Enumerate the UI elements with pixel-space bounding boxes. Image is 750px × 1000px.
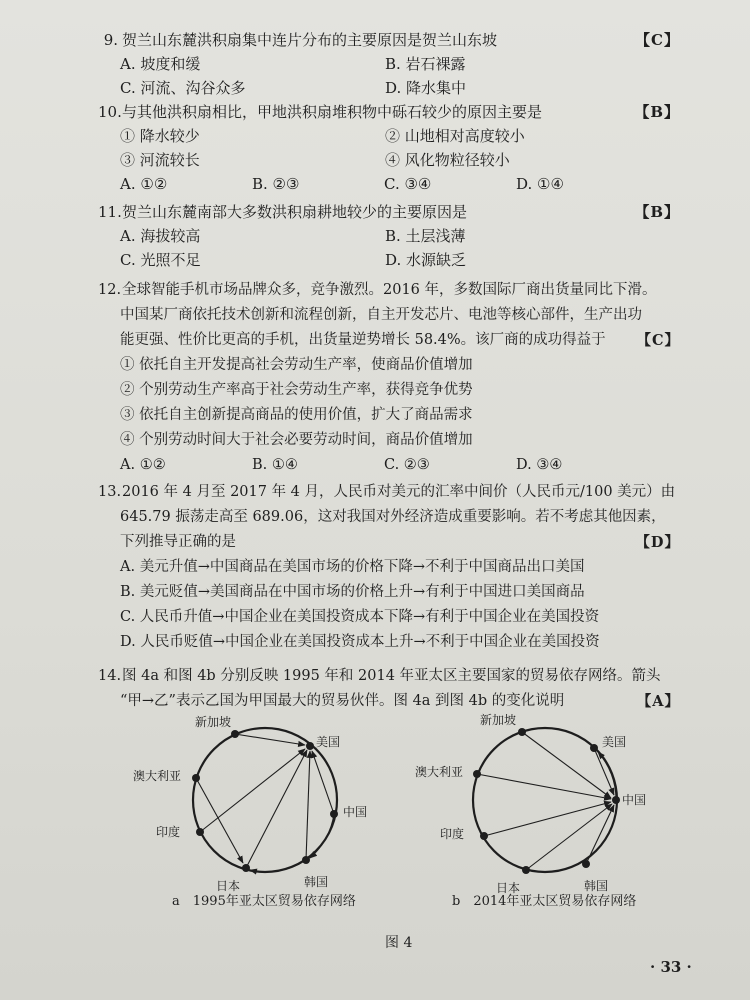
label-india: 印度 xyxy=(156,825,181,839)
network-diagram-2014 xyxy=(415,712,646,895)
option-b: B. 岩石裸露 xyxy=(385,55,466,73)
stem-line-3: 下列推导正确的是 xyxy=(120,534,236,550)
option-a: A. 海拔较高 xyxy=(120,227,201,245)
option-c: C. ③④ xyxy=(384,175,432,193)
answer-mark: 【A】 xyxy=(636,693,680,710)
question-9 xyxy=(103,28,680,100)
figure-title: 图 4 xyxy=(385,935,413,951)
label-india: 印度 xyxy=(440,827,465,841)
question-stem xyxy=(98,480,680,555)
options-row xyxy=(120,224,680,248)
label-singapore: 新加坡 xyxy=(480,713,517,727)
question-number: 10. xyxy=(98,103,122,121)
label-japan: 日本 xyxy=(496,881,521,895)
label-china: 中国 xyxy=(622,793,647,807)
stem-line-1: 全球智能手机市场品牌众多，竞争激烈。2016 年，多数国际厂商出货量同比下滑。 xyxy=(122,282,657,298)
question-13 xyxy=(98,480,680,655)
statement-4: ④ 风化物粒径较小 xyxy=(385,151,510,169)
option-a: A. 美元升值→中国商品在美国市场的价格下降→不利于中国商品出口美国 xyxy=(120,559,585,575)
label-china: 中国 xyxy=(343,805,368,819)
stem-line-1: 图 4a 和图 4b 分别反映 1995 年和 2014 年亚太区主要国家的贸易依存网络。箭头 xyxy=(122,668,661,684)
trade-network-figure xyxy=(133,713,680,960)
statement-1: ① 依托自主开发提高社会劳动生产率，使商品价值增加 xyxy=(120,357,473,373)
question-12 xyxy=(98,278,680,478)
option-d: D. ①④ xyxy=(516,175,564,193)
arrow-china-usa xyxy=(312,751,334,814)
arrow-korea-usa xyxy=(306,751,310,860)
option-d: D. 人民币贬值→中国企业在美国投资成本上升→不利于中国企业在美国投资 xyxy=(120,634,600,650)
option-c: C. 人民币升值→中国企业在美国投资成本下降→有利于中国企业在美国投资 xyxy=(120,609,600,625)
arrow-singapore-usa xyxy=(235,734,305,745)
option-b: B. ②③ xyxy=(252,175,300,193)
caption-a: a 1995年亚太区贸易依存网络 xyxy=(172,894,356,909)
answer-mark: 【C】 xyxy=(636,332,680,349)
question-number: 14. xyxy=(98,668,122,684)
statement-3: ③ 河流较长 xyxy=(120,151,200,169)
question-stem xyxy=(98,100,680,124)
caption-b: b 2014年亚太区贸易依存网络 xyxy=(452,894,637,909)
label-australia: 澳大利亚 xyxy=(133,769,182,783)
stem-line-3: 能更强、性价比更高的手机，出货量逆势增长 58.4%。该厂商的成功得益于 xyxy=(120,332,606,348)
option-a: A. ①② xyxy=(120,457,166,473)
stem-text: 贺兰山东麓洪积扇集中连片分布的主要原因是贺兰山东坡 xyxy=(122,31,498,49)
arrow-japan-usa xyxy=(246,750,307,868)
options-row xyxy=(120,248,680,272)
label-korea: 韩国 xyxy=(304,875,329,889)
network-ring xyxy=(193,728,337,872)
question-stem xyxy=(103,28,680,52)
node-usa xyxy=(306,742,314,750)
network-diagram-1995 xyxy=(133,714,367,893)
label-korea: 韩国 xyxy=(584,879,609,893)
arrow-singapore-china xyxy=(522,732,611,798)
answer-mark: 【B】 xyxy=(634,203,680,221)
statement-2: ② 山地相对高度较小 xyxy=(385,127,525,145)
stem-line-2: 中国某厂商依托技术创新和流程创新，自主开发芯片、电池等核心部件，生产出功 xyxy=(120,307,642,323)
arrow-china-korea xyxy=(310,814,334,858)
options-row xyxy=(120,453,680,478)
question-number: 11. xyxy=(98,203,122,221)
option-d: D. ③④ xyxy=(516,457,563,473)
option-a: A. ①② xyxy=(120,175,168,193)
question-number: 13. xyxy=(98,484,122,500)
items-row xyxy=(120,148,680,172)
option-c: C. 河流、沟谷众多 xyxy=(120,79,246,97)
stem-line-2: “甲→乙”表示乙国为甲国最大的贸易伙伴。图 4a 到图 4b 的变化说明 xyxy=(120,693,565,709)
stem-line-1: 2016 年 4 月至 2017 年 4 月，人民币对美元的汇率中间价（人民币元/100 美元）由 xyxy=(122,484,676,500)
answer-mark: 【D】 xyxy=(635,534,680,551)
question-number: 9. xyxy=(103,31,118,49)
question-stem xyxy=(98,200,680,224)
arrow-india-usa xyxy=(200,749,305,832)
option-d: D. 水源缺乏 xyxy=(385,251,467,269)
statement-3: ③ 依托自主创新提高商品的使用价值，扩大了商品需求 xyxy=(120,407,473,423)
option-b: B. 土层浅薄 xyxy=(385,227,466,245)
question-number: 12. xyxy=(98,282,122,298)
stem-text: 与其他洪积扇相比，甲地洪积扇堆积物中砾石较少的原因主要是 xyxy=(122,103,543,121)
answer-mark: 【B】 xyxy=(634,103,680,121)
question-10 xyxy=(98,100,680,196)
option-d: D. 降水集中 xyxy=(385,79,467,97)
question-14 xyxy=(98,664,680,714)
arrow-australia-japan xyxy=(196,778,243,863)
options-row xyxy=(120,76,680,100)
statement-1: ① 降水较少 xyxy=(120,127,200,145)
options-row xyxy=(120,52,680,76)
network-diagrams xyxy=(133,713,680,960)
option-b: B. 美元贬值→美国商品在中国市场的价格上升→有利于中国进口美国商品 xyxy=(120,584,585,600)
statement-2: ② 个别劳动生产率高于社会劳动生产率，获得竞争优势 xyxy=(120,382,473,398)
question-stem xyxy=(98,278,680,353)
option-c: C. ②③ xyxy=(384,457,430,473)
label-usa: 美国 xyxy=(316,735,341,749)
arrow-australia-china xyxy=(477,774,611,799)
question-11 xyxy=(98,200,680,272)
page-number: · 33 · xyxy=(650,958,692,976)
stem-line-2: 645.79 振荡走高至 689.06，这对我国对外经济造成重要影响。若不考虑其他因素， xyxy=(120,509,666,525)
items-row xyxy=(120,124,680,148)
label-australia: 澳大利亚 xyxy=(415,765,464,779)
stem-text: 贺兰山东麓南部大多数洪积扇耕地较少的主要原因是 xyxy=(122,203,468,221)
option-b: B. ①④ xyxy=(252,457,298,473)
option-c: C. 光照不足 xyxy=(120,251,201,269)
label-singapore: 新加坡 xyxy=(195,715,232,729)
answer-mark: 【C】 xyxy=(635,31,680,49)
statement-4: ④ 个别劳动时间大于社会必要劳动时间，商品价值增加 xyxy=(120,432,473,448)
label-japan: 日本 xyxy=(216,879,241,893)
option-a: A. 坡度和缓 xyxy=(120,55,201,73)
label-usa: 美国 xyxy=(602,735,627,749)
options-row xyxy=(120,172,680,196)
